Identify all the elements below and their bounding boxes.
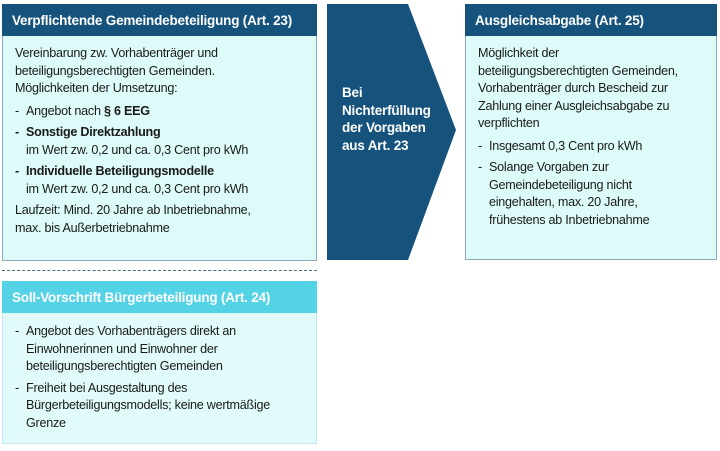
- arrow-label-line: Nichterfüllung: [342, 102, 431, 118]
- mandatory-municipal-participation-box: [2, 4, 317, 261]
- intro-line: Möglichkeiten der Umsetzung:: [15, 81, 178, 95]
- list-item-design-freedom: [15, 380, 306, 433]
- intro-text: [478, 45, 706, 133]
- dashed-divider: [2, 270, 317, 271]
- duration-text: [15, 202, 306, 237]
- item-line: Gemeindebeteiligung nicht: [489, 177, 632, 192]
- duration-line: Laufzeit: Mind. 20 Jahre ab Inbetriebnahme,: [15, 203, 251, 217]
- intro-line: Vereinbarung zw. Vorhabenträger und: [15, 46, 218, 60]
- citizen-participation-list: [15, 323, 306, 432]
- item-line: Bürgerbeteiligungsmodells; keine wertmäßige: [26, 398, 271, 412]
- duration-line: max. bis Außerbetriebnahme: [15, 220, 170, 235]
- intro-line: verpflichten: [478, 116, 540, 130]
- list-item-duration: [478, 159, 706, 229]
- intro-line: beteiligungsberechtigten Gemeinden.: [15, 63, 215, 78]
- item-bold-text: - Individuelle Beteiligungsmodelle: [26, 164, 214, 178]
- arrow-label-line: der Vorgaben: [342, 120, 426, 135]
- arrow-label-line: aus Art. 23: [342, 137, 409, 153]
- citizen-participation-body: [2, 313, 317, 444]
- item-line: - Solange Vorgaben zur: [489, 160, 609, 174]
- compensation-levy-box: [465, 4, 717, 260]
- item-detail: im Wert zw. 0,2 und ca. 0,3 Cent pro kWh: [26, 181, 249, 196]
- list-item-direct-offer: [15, 323, 306, 376]
- item-line: - Insgesamt 0,3 Cent pro kWh: [489, 138, 643, 153]
- intro-line: Zahlung einer Ausgleichsabgabe zu: [478, 98, 670, 113]
- item-bold-text: - Sonstige Direktzahlung: [26, 125, 161, 139]
- compensation-levy-title: Ausgleichsabgabe (Art. 25): [465, 4, 717, 36]
- item-line: eingehalten, max. 20 Jahre,: [489, 195, 638, 209]
- item-line: - Angebot des Vorhabenträgers direkt an: [26, 324, 236, 338]
- item-line: beteiligungsberechtigten Gemeinden: [26, 359, 223, 373]
- item-line: Grenze: [26, 415, 66, 430]
- item-detail: im Wert zw. 0,2 und ca. 0,3 Cent pro kWh: [26, 142, 249, 157]
- mandatory-municipal-participation-title: Verpflichtende Gemeindebeteiligung (Art. 23): [2, 4, 317, 36]
- item-text: Angebot nach: [26, 103, 104, 118]
- item-line: Einwohnerinnen und Einwohner der: [26, 341, 218, 356]
- arrow-label: [342, 84, 437, 154]
- list-item-total-rate: [478, 138, 706, 156]
- mandatory-municipal-participation-body: [2, 36, 317, 261]
- intro-line: beteiligungsberechtigten Gemeinden,: [478, 63, 678, 78]
- compensation-levy-body: [465, 36, 717, 260]
- intro-text: [15, 45, 306, 98]
- citizen-participation-box: [2, 281, 317, 444]
- intro-line: Möglichkeit der: [478, 46, 559, 60]
- item-line: frühestens ab Inbetriebnahme: [489, 212, 650, 227]
- citizen-participation-title: Soll-Vorschrift Bürgerbeteiligung (Art. 24): [2, 281, 317, 313]
- item-line: - Freiheit bei Ausgestaltung des: [26, 380, 188, 395]
- arrow-label-line: Bei: [342, 85, 363, 100]
- list-item-offer-eeg: [15, 103, 306, 121]
- list-item-direct-payment: [15, 124, 306, 159]
- list-item-individual-models: [15, 163, 306, 198]
- intro-line: Vorhabenträger durch Bescheid zur: [478, 81, 668, 95]
- item-bold-text: § 6 EEG: [103, 103, 150, 118]
- implementation-options-list: [15, 103, 306, 199]
- levy-details-list: [478, 138, 706, 230]
